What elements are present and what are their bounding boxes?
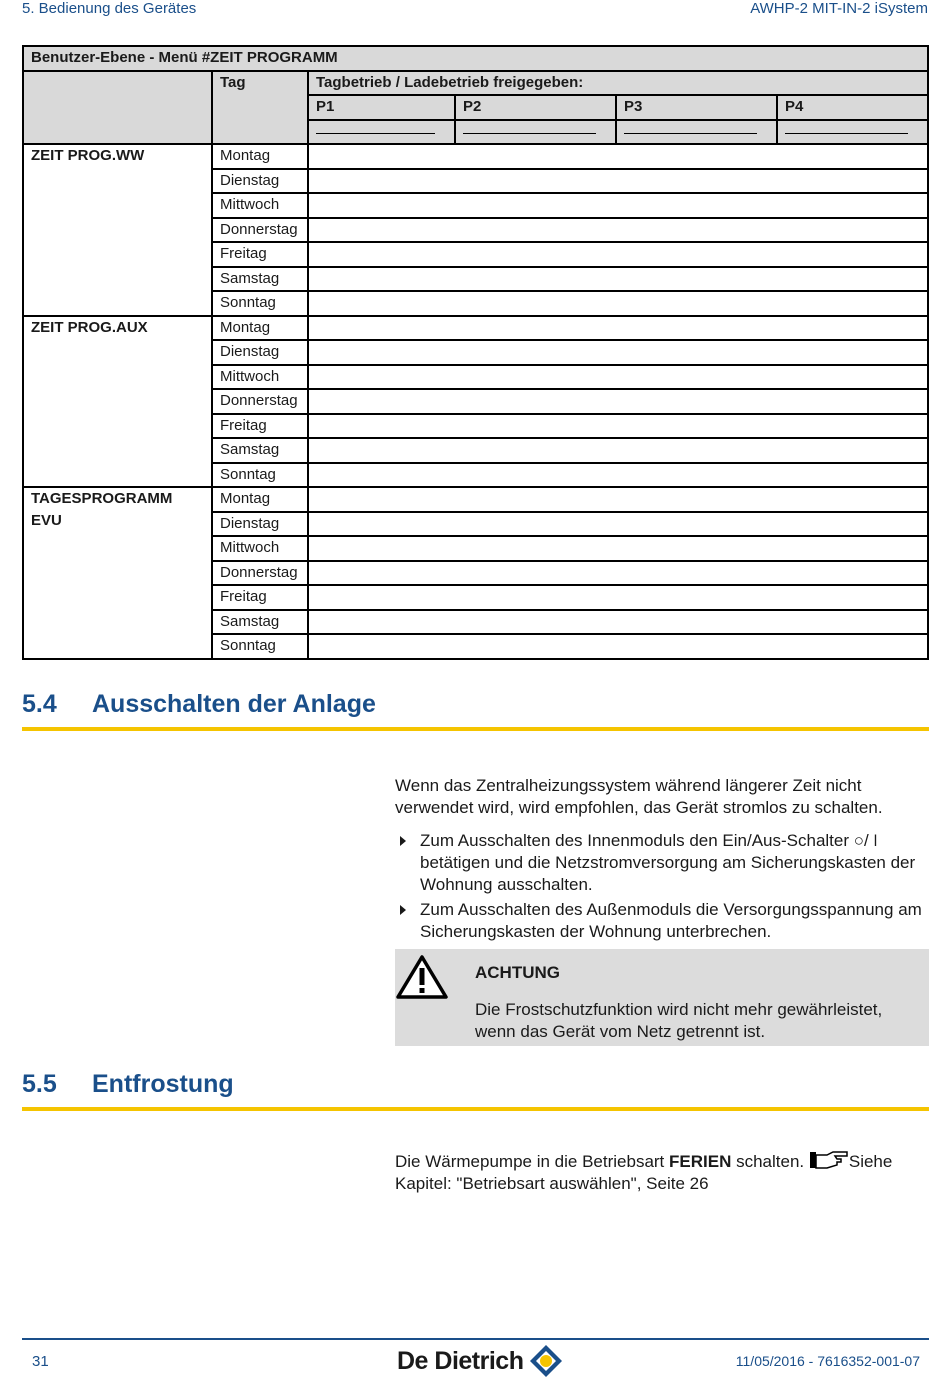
- logo-text: De Dietrich: [397, 1347, 524, 1375]
- day-cell: Samstag: [212, 438, 308, 463]
- section-5-4-heading: [22, 690, 929, 731]
- day-cell: Dienstag: [212, 340, 308, 365]
- slot-p1-blank: [308, 120, 455, 145]
- section-number: 5.5: [22, 1070, 57, 1098]
- de-dietrich-logo: [397, 1343, 564, 1379]
- slot-p3-blank: [616, 120, 777, 145]
- section-5-4-intro: Wenn das Zentralheizungssystem während längerer Zeit nicht verwendet wird, wird empfohlen, das Gerät stromlos zu schalten.: [395, 776, 883, 817]
- slot-p4: P4: [777, 95, 928, 120]
- table-header-day: Tag: [212, 71, 308, 145]
- day-cell: Mittwoch: [212, 536, 308, 561]
- day-cell: Donnerstag: [212, 389, 308, 414]
- day-cell: Montag: [212, 316, 308, 341]
- table-body: [23, 144, 928, 659]
- bullet-indoor-module: [400, 830, 930, 896]
- day-cell: Mittwoch: [212, 193, 308, 218]
- period-entry-cell[interactable]: [308, 144, 928, 169]
- period-entry-cell[interactable]: [308, 267, 928, 292]
- time-program-table: [22, 45, 929, 660]
- section-5-5-heading: [22, 1070, 929, 1111]
- header-product: AWHP-2 MIT-IN-2 iSystem: [750, 0, 928, 17]
- section-title: Ausschalten der Anlage: [92, 690, 376, 718]
- table-header-empty: [23, 71, 212, 145]
- footer-divider: [22, 1338, 929, 1340]
- defrost-mode-name: FERIEN: [669, 1152, 732, 1171]
- warning-text: Die Frostschutzfunktion wird nicht mehr gewährleistet, wenn das Gerät vom Netz getrennt ist.: [475, 1000, 883, 1041]
- period-entry-cell[interactable]: [308, 242, 928, 267]
- period-entry-cell[interactable]: [308, 610, 928, 635]
- period-entry-cell[interactable]: [308, 218, 928, 243]
- day-cell: Montag: [212, 144, 308, 169]
- pointing-hand-icon: [809, 1150, 849, 1170]
- program-group-label: TAGESPROGRAMM EVU: [23, 487, 212, 659]
- day-cell: Dienstag: [212, 512, 308, 537]
- day-cell: Mittwoch: [212, 365, 308, 390]
- period-entry-cell[interactable]: [308, 365, 928, 390]
- cross-reference-link[interactable]: Siehe Kapitel: "Betriebsart auswählen", Seite 26: [395, 1152, 893, 1193]
- program-group-label: ZEIT PROG.WW: [23, 144, 212, 316]
- bullet-text: Zum Ausschalten des Innenmoduls den Ein/Aus-Schalter ○/⏽ betätigen und die Netzstromversorgung am Sicherungskasten der Wohnung ausschalten.: [420, 831, 916, 894]
- section-number: 5.4: [22, 690, 57, 718]
- day-cell: Sonntag: [212, 463, 308, 488]
- day-cell: Freitag: [212, 242, 308, 267]
- day-cell: Samstag: [212, 610, 308, 635]
- table-row: [23, 487, 928, 512]
- bullet-arrow-icon: [400, 905, 406, 915]
- day-cell: Freitag: [212, 585, 308, 610]
- period-entry-cell[interactable]: [308, 340, 928, 365]
- day-cell: Sonntag: [212, 291, 308, 316]
- period-entry-cell[interactable]: [308, 634, 928, 659]
- footer-doc-ref: 11/05/2016 - 7616352-001-07: [735, 1353, 920, 1369]
- day-cell: Donnerstag: [212, 218, 308, 243]
- slot-p3: P3: [616, 95, 777, 120]
- period-entry-cell[interactable]: [308, 438, 928, 463]
- section-title: Entfrostung: [92, 1070, 234, 1098]
- day-cell: Dienstag: [212, 169, 308, 194]
- logo-diamond-icon: [528, 1343, 564, 1379]
- period-entry-cell[interactable]: [308, 512, 928, 537]
- period-entry-cell[interactable]: [308, 414, 928, 439]
- period-entry-cell[interactable]: [308, 316, 928, 341]
- period-entry-cell[interactable]: [308, 291, 928, 316]
- table-title: Benutzer-Ebene - Menü #ZEIT PROGRAMM: [23, 46, 928, 71]
- period-entry-cell[interactable]: [308, 487, 928, 512]
- bullet-text: Zum Ausschalten des Außenmoduls die Versorgungsspannung am Sicherungskasten der Wohnung unterbrechen.: [420, 900, 922, 941]
- period-entry-cell[interactable]: [308, 463, 928, 488]
- defrost-text-pre: Die Wärmepumpe in die Betriebsart: [395, 1152, 670, 1171]
- day-cell: Samstag: [212, 267, 308, 292]
- program-group-label: ZEIT PROG.AUX: [23, 316, 212, 488]
- warning-triangle-icon: [395, 953, 449, 1001]
- table-row: [23, 144, 928, 169]
- slot-p4-blank: [777, 120, 928, 145]
- bullet-outdoor-module: [400, 899, 930, 943]
- period-entry-cell[interactable]: [308, 193, 928, 218]
- period-entry-cell[interactable]: [308, 169, 928, 194]
- table-row: [23, 316, 928, 341]
- day-cell: Donnerstag: [212, 561, 308, 586]
- day-cell: Montag: [212, 487, 308, 512]
- page-number: 31: [32, 1353, 49, 1370]
- defrost-text-post: schalten.: [731, 1152, 809, 1171]
- table-header-period: Tagbetrieb / Ladebetrieb freigegeben:: [308, 71, 928, 96]
- period-entry-cell[interactable]: [308, 536, 928, 561]
- slot-p2-blank: [455, 120, 616, 145]
- period-entry-cell[interactable]: [308, 585, 928, 610]
- warning-box: [395, 949, 929, 1046]
- warning-title: ACHTUNG: [475, 963, 560, 982]
- section-5-5-text: [395, 1150, 930, 1195]
- period-entry-cell[interactable]: [308, 561, 928, 586]
- day-cell: Freitag: [212, 414, 308, 439]
- header-chapter: 5. Bedienung des Gerätes: [22, 0, 197, 17]
- day-cell: Sonntag: [212, 634, 308, 659]
- bullet-arrow-icon: [400, 836, 406, 846]
- slot-p2: P2: [455, 95, 616, 120]
- period-entry-cell[interactable]: [308, 389, 928, 414]
- slot-p1: P1: [308, 95, 455, 120]
